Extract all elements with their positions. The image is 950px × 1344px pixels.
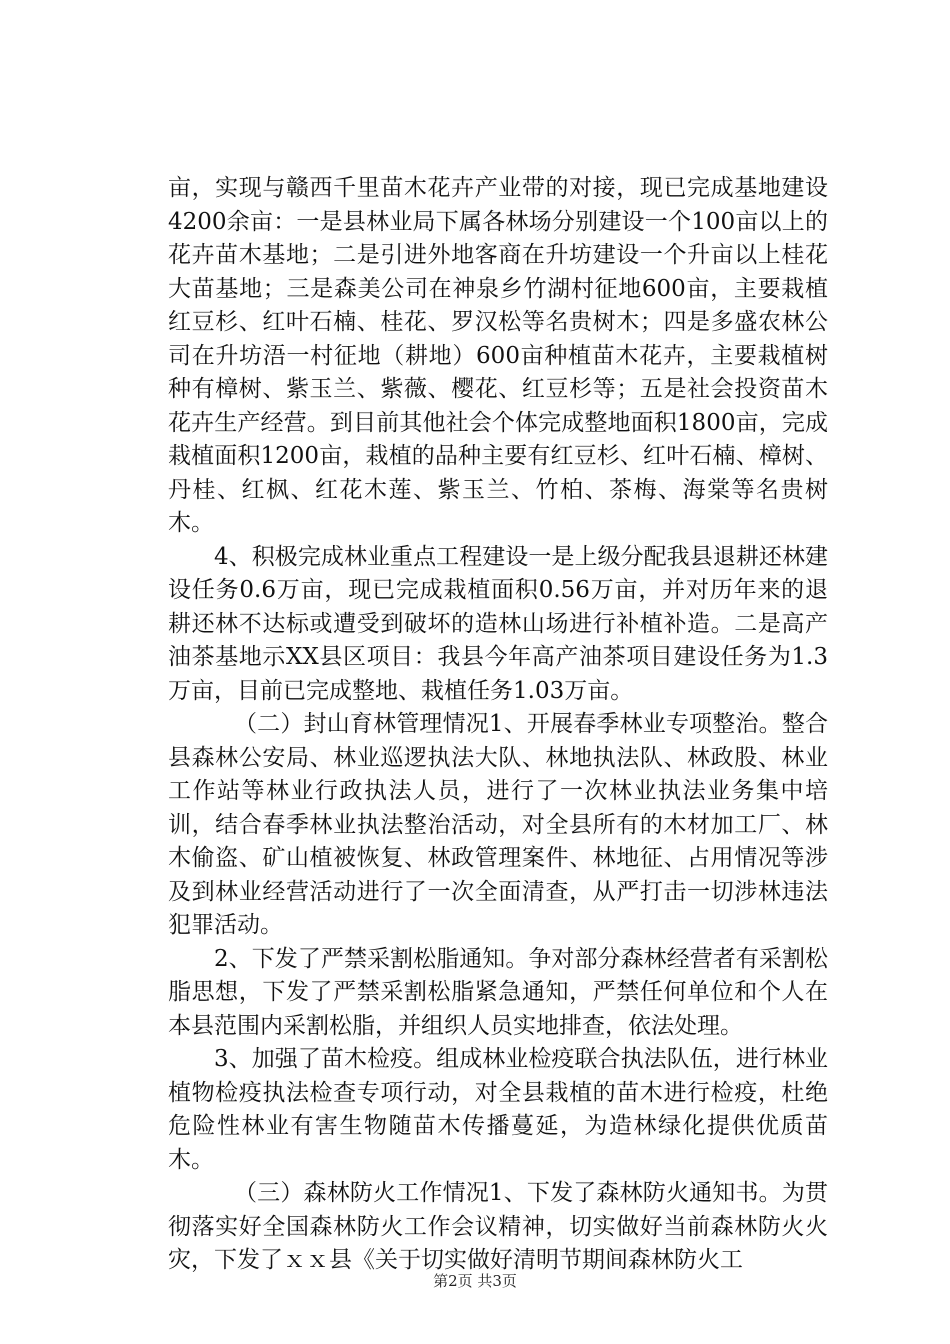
- page-number: 第2页 共3页: [433, 1272, 517, 1290]
- paragraph-seedling-base: 亩，实现与赣西千里苗木花卉产业带的对接，现已完成基地建设4200余亩：一是县林业局下属各林场分别建设一个100亩以上的花卉苗木基地；二是引进外地客商在升坊建设一个升亩以上桂花大苗基地；三是森美公司在神泉乡竹湖村征地600亩，主要栽植红豆杉、红叶石楠、桂花、罗汉松等名贵树木；四是多盛农林公司在升坊浯一村征地（耕地）600亩种植苗木花卉，主要栽植树种有樟树、紫玉兰、紫薇、樱花、红豆杉等；五是社会投资苗木花卉生产经营。到目前其他社会个体完成整地面积1800亩，完成栽植面积1200亩，栽植的品种主要有红豆杉、红叶石楠、樟树、丹桂、红枫、红花木莲、紫玉兰、竹柏、茶梅、海棠等名贵树木。: [168, 175, 828, 536]
- paragraph-forest-management: （二）封山育林管理情况1、开展春季林业专项整治。整合县森林公安局、林业巡逻执法大队、林地执法队、林政股、林业工作站等林业行政执法人员，进行了一次林业执法业务集中培训，结合春季林业执法整治活动，对全县所有的木材加工厂、林木偷盗、矿山植被恢复、林政管理案件、林地征、占用情况等涉及到林业经营活动进行了一次全面清查，从严打击一切涉林违法犯罪活动。: [168, 711, 828, 938]
- paragraph-resin-ban: 2、下发了严禁采割松脂通知。争对部分森林经营者有采割松脂思想，下发了严禁采割松脂紧急通知，严禁任何单位和个人在本县范围内采割松脂，并组织人员实地排查，依法处理。: [168, 945, 828, 1039]
- paragraph-quarantine: 3、加强了苗木检疫。组成林业检疫联合执法队伍，进行林业植物检疫执法检查专项行动，对全县栽植的苗木进行检疫，杜绝危险性林业有害生物随苗木传播蔓延，为造林绿化提供优质苗木。: [168, 1046, 828, 1173]
- paragraph-fire-prevention: （三）森林防火工作情况1、下发了森林防火通知书。为贯彻落实好全国森林防火工作会议精神，切实做好当前森林防火火灾，下发了ｘｘ县《关于切实做好清明节期间森林防火工: [168, 1180, 828, 1273]
- paragraph-key-projects: 4、积极完成林业重点工程建设一是上级分配我县退耕还林建设任务0.6万亩，现已完成栽植面积0.56万亩，并对历年来的退耕还林不达标或遭受到破坏的造林山场进行补植补造。二是高产油茶基地示XX县区项目：我县今年高产油茶项目建设任务为1.3万亩，目前已完成整地、栽植任务1.03万亩。: [168, 543, 828, 704]
- document-body: [168, 172, 828, 1278]
